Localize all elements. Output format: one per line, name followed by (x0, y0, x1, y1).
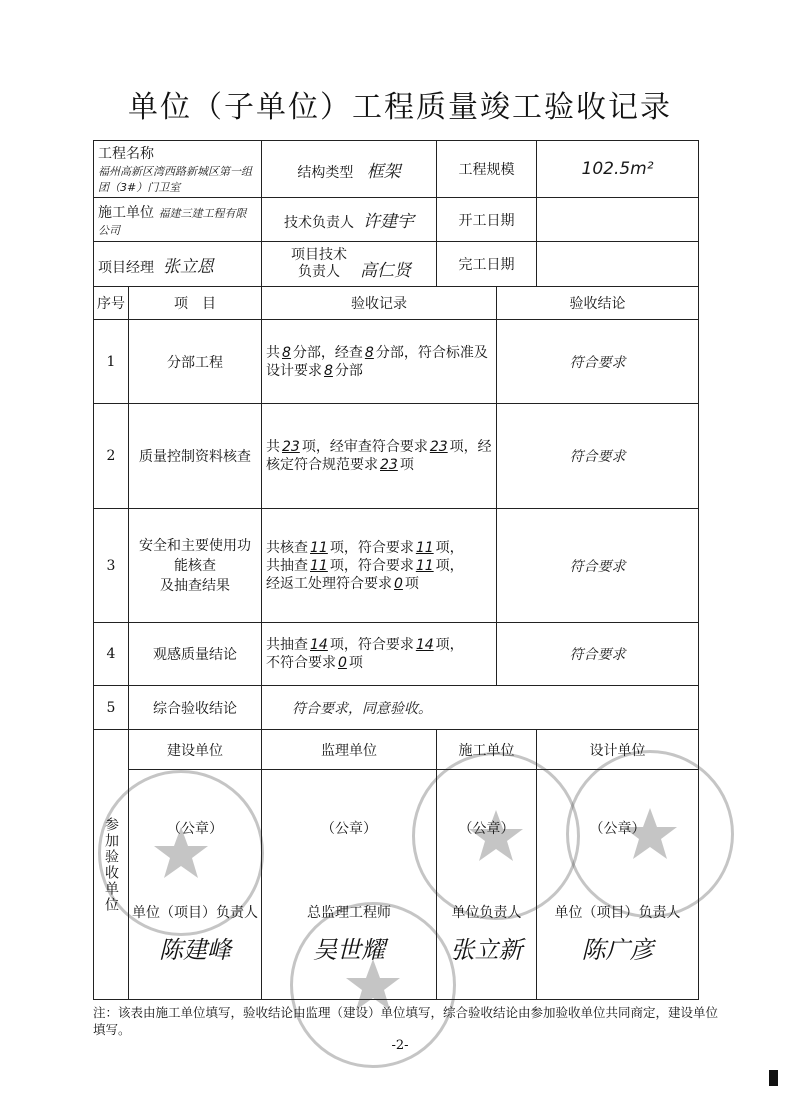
record-value: 14 (415, 637, 434, 653)
header-item: 项 目 (129, 287, 262, 320)
row-conclusion: 符合要求 (497, 623, 699, 686)
sign-role: 单位负责人 (451, 905, 522, 921)
table-row (94, 686, 699, 730)
record-text: 项，经核定符合规范要求 (266, 439, 492, 473)
record-value: 8 (324, 362, 333, 379)
sign-role: 总监理工程师 (307, 905, 391, 921)
seal-label: （公章） (589, 821, 646, 837)
record-text: 项 (348, 655, 363, 671)
project-name-label: 工程名称 (98, 146, 154, 162)
tech-lead-cell (262, 198, 437, 242)
row-number: 2 (94, 404, 129, 509)
row-record (262, 404, 497, 509)
table-row (94, 509, 699, 623)
record-value: 0 (394, 575, 403, 592)
row-record (262, 623, 497, 686)
record-text: 项，符合要求 (329, 557, 414, 574)
row-item: 分部工程 (129, 320, 262, 404)
seal-label: （公章） (321, 821, 377, 837)
record-text: 项 (399, 457, 414, 473)
row-number: 4 (94, 623, 129, 686)
record-value: 8 (364, 344, 374, 361)
project-name-cell (94, 141, 262, 198)
header-seq: 序号 (94, 287, 129, 320)
page-number: -2- (391, 1038, 409, 1053)
tech-lead-value: 许建宇 (362, 212, 414, 232)
structure-type-label: 结构类型 (297, 164, 354, 181)
sign-role: 单位（项目）负责人 (132, 905, 258, 921)
finish-date-label: 完工日期 (437, 242, 537, 287)
scan-mark (769, 1070, 778, 1086)
row-item: 综合验收结论 (129, 686, 262, 730)
row-item-line: 安全和主要使用功能核查 (139, 537, 251, 574)
start-date-value (537, 198, 699, 242)
contractor-value: 福建三建工程有限公司 (98, 206, 247, 237)
record-text: 项，经审查符合要求 (301, 439, 428, 455)
contractor-label: 施工单位 (98, 204, 154, 221)
contractor-unit-sign (437, 770, 537, 1000)
record-value: 8 (282, 344, 291, 361)
row-record (262, 509, 497, 623)
project-tech-label: 项目技术负责人 (291, 247, 348, 280)
table-row (94, 320, 699, 404)
record-text: 共核查 (266, 539, 308, 556)
record-text: 共 (266, 344, 280, 361)
unit-name: 建设单位 (129, 730, 262, 770)
record-value: 23 (282, 439, 300, 455)
row-number: 1 (94, 320, 129, 404)
signature: 陈广彦 (581, 936, 654, 964)
seal-label: （公章） (458, 821, 515, 837)
row-item: 质量控制资料核查 (129, 404, 262, 509)
record-text: 项， (435, 539, 464, 556)
unit-name: 施工单位 (437, 730, 537, 770)
row-item-line: 及抽查结果 (160, 577, 230, 594)
footnote: 注：该表由施工单位填写，验收结论由监理（建设）单位填写，综合验收结论由参加验收单位共同商定，建设单位填写。 (93, 1005, 719, 1037)
row-record (262, 320, 497, 404)
seal-label: （公章） (167, 821, 223, 837)
start-date-label: 开工日期 (437, 198, 537, 242)
row-conclusion: 符合要求 (497, 320, 699, 404)
record-value: 14 (310, 637, 328, 653)
contractor-cell (94, 198, 262, 242)
signature: 陈建峰 (159, 936, 231, 964)
header-record: 验收记录 (262, 287, 497, 320)
record-text: 经返工处理符合要求 (266, 575, 392, 592)
signature: 吴世耀 (313, 936, 385, 964)
participants-side-cell (94, 730, 129, 1000)
finish-date-value (537, 242, 699, 287)
sign-role: 单位（项目）负责人 (554, 905, 681, 921)
record-text: 分部，经查 (292, 344, 363, 361)
row-number: 3 (94, 509, 129, 623)
record-text: 分部 (334, 362, 363, 379)
record-text: 共抽查 (266, 557, 308, 574)
row-item: 观感质量结论 (129, 623, 262, 686)
record-value: 11 (415, 557, 434, 574)
project-scale-value (537, 141, 699, 198)
record-text: 项， (435, 557, 464, 574)
document-title: 单位（子单位）工程质量竣工验收记录 (128, 90, 672, 125)
supervision-unit-sign (262, 770, 437, 1000)
unit-name: 设计单位 (537, 730, 699, 770)
record-text: 共 (266, 439, 280, 455)
participants-side-label: 参加验收单位 (103, 816, 119, 913)
table-row (94, 404, 699, 509)
project-name-value: 福州高新区湾西路新城区第一组团（3#）门卫室 (98, 165, 252, 194)
record-text: 分部，符合标准及设计要求 (266, 344, 488, 379)
record-value: 11 (415, 539, 434, 556)
acceptance-table (93, 140, 698, 998)
project-tech-value: 高仁贤 (359, 261, 411, 281)
record-value: 0 (338, 655, 347, 671)
header-conclusion: 验收结论 (497, 287, 699, 320)
unit-name: 监理单位 (262, 730, 437, 770)
project-manager-cell (94, 242, 262, 287)
row-conclusion: 符合要求 (497, 404, 699, 509)
record-text: 项，符合要求 (329, 637, 414, 653)
design-unit-sign (537, 770, 699, 1000)
overall-conclusion: 符合要求，同意验收。 (262, 686, 699, 730)
row-number: 5 (94, 686, 129, 730)
row-conclusion: 符合要求 (497, 509, 699, 623)
construction-unit-sign (129, 770, 262, 1000)
project-tech-cell (262, 242, 437, 287)
signature: 张立新 (450, 936, 523, 964)
project-scale-label: 工程规模 (437, 141, 537, 198)
project-manager-value: 张立恩 (162, 256, 214, 277)
table-row (94, 623, 699, 686)
row-item (129, 509, 262, 623)
record-value: 23 (380, 457, 398, 473)
tech-lead-label: 技术负责人 (284, 215, 355, 231)
record-text: 项 (404, 575, 419, 592)
record-value: 11 (310, 539, 328, 556)
structure-type-cell (262, 141, 437, 198)
structure-type-value: 框架 (366, 161, 401, 182)
record-text: 项，符合要求 (329, 539, 414, 556)
record-value: 11 (310, 557, 328, 574)
record-text: 项， (435, 637, 464, 653)
project-manager-label: 项目经理 (98, 259, 154, 276)
project-scale-text: 102.5m² (581, 159, 654, 179)
record-value: 23 (429, 439, 448, 455)
record-text: 不符合要求 (266, 655, 336, 671)
record-text: 共抽查 (266, 637, 308, 653)
